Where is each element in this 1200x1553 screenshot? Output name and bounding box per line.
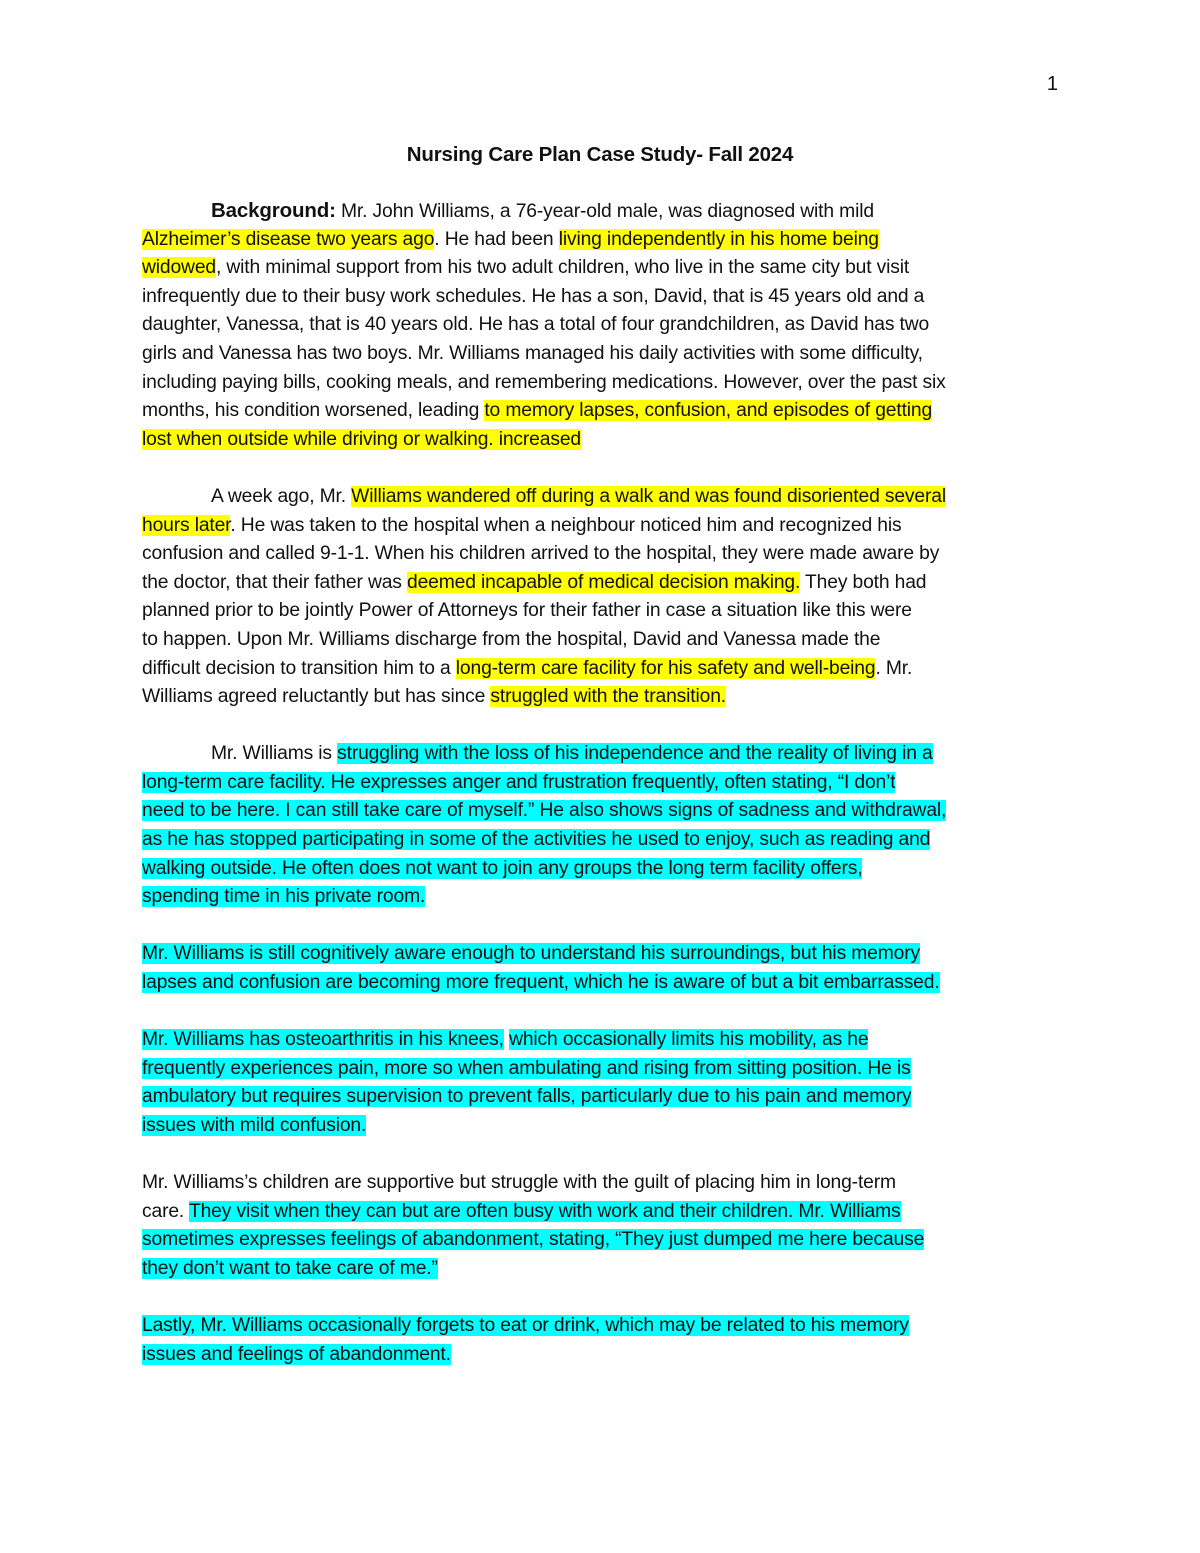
text-run: A week ago, Mr. [211,485,352,507]
text-run: difficult decision to transition him to a [142,657,456,679]
yellow-highlight: living independently in his home being [558,228,879,250]
paragraph-spacer [142,1284,1067,1313]
text-line [142,797,1067,826]
paragraph-osteoarthritis [142,1026,1067,1140]
text-run: infrequently due to their busy work schedules. He has a son, David, that is 45 years old and a [142,285,925,307]
text-run: planned prior to be jointly Power of Attorneys for their father in case a situation like this were [142,600,912,622]
text-run: , with minimal support from his two adult children, who live in the same city but visit [215,257,910,279]
text-line [142,883,1067,912]
yellow-highlight: long-term care facility for his safety and well-being [455,657,876,679]
yellow-highlight: hours later [142,514,231,536]
text-line [142,197,1067,226]
text-line [142,426,1067,455]
paragraph-spacer [142,912,1067,941]
cyan-highlight: lapses and confusion are becoming more frequent, which he is aware of but a bit embarrassed. [142,972,940,994]
text-line [142,1341,1067,1370]
text-line [142,1055,1067,1084]
cyan-highlight: spending time in his private room. [142,886,426,908]
yellow-highlight: struggled with the transition. [490,686,726,708]
text-line [142,1169,1067,1198]
text-line [142,597,1067,626]
text-run: to happen. Upon Mr. Williams discharge from the hospital, David and Vanessa made the [142,628,881,650]
cyan-highlight: They visit when they can but are often busy with work and their children. Mr. Williams [188,1200,901,1222]
text-run: Mr. Williams’s children are supportive but struggle with the guilt of placing him in long-term [142,1172,896,1194]
cyan-highlight: which occasionally limits his mobility, as he [509,1029,869,1051]
paragraph-struggling [142,740,1067,912]
text-run: . He had been [434,228,559,250]
cyan-highlight: walking outside. He often does not want to join any groups the long term facility offers, [142,857,863,879]
paragraph-spacer [142,1141,1067,1170]
text-run: Mr. Williams is [211,743,338,765]
cyan-highlight: ambulatory but requires supervision to prevent falls, particularly due to his pain and memory [142,1086,912,1108]
cyan-highlight: struggling with the loss of his independence and the reality of living in a [337,743,933,765]
cyan-highlight: issues and feelings of abandonment. [142,1343,451,1365]
text-line [142,740,1067,769]
text-line [142,1198,1067,1227]
text-run: the doctor, that their father was [142,571,407,593]
document-body [142,197,1067,1369]
text-line [142,1226,1067,1255]
text-line [142,226,1067,255]
text-run: confusion and called 9-1-1. When his children arrived to the hospital, they were made aware by [142,543,940,565]
yellow-highlight: to memory lapses, confusion, and episodes of getting [484,400,933,422]
cyan-highlight: frequently experiences pain, more so when ambulating and rising from sitting position. He is [142,1057,911,1079]
paragraph-cognitive [142,940,1067,997]
cyan-highlight: Lastly, Mr. Williams occasionally forgets to eat or drink, which may be related to his memory [142,1315,909,1337]
text-line [142,569,1067,598]
paragraph-spacer [142,998,1067,1027]
text-line [142,855,1067,884]
text-run: . He was taken to the hospital when a neighbour noticed him and recognized his [230,514,902,536]
paragraph-week-ago [142,483,1067,712]
cyan-highlight: Mr. Williams is still cognitively aware enough to understand his surroundings, but his memory [142,943,920,965]
document-title: Nursing Care Plan Case Study- Fall 2024 [406,143,794,166]
text-run: They both had [800,571,927,593]
text-line [142,655,1067,684]
text-line [142,483,1067,512]
text-run: including paying bills, cooking meals, and remembering medications. However, over the past six [142,371,946,393]
text-line [142,340,1067,369]
yellow-highlight: widowed [142,257,216,279]
text-line [142,940,1067,969]
paragraph-lastly [142,1312,1067,1369]
text-run: daughter, Vanessa, that is 40 years old. He has a total of four grandchildren, as David has two [142,314,930,336]
cyan-highlight: need to be here. I can still take care of myself.” He also shows signs of sadness and withdrawal, [142,800,947,822]
text-run: months, his condition worsened, leading [142,400,485,422]
text-line [142,683,1067,712]
text-line [142,512,1067,541]
paragraph-children [142,1169,1067,1283]
text-line [142,1083,1067,1112]
cyan-highlight: sometimes expresses feelings of abandonment, stating, “They just dumped me here because [142,1229,925,1251]
paragraph-spacer [142,454,1067,483]
paragraph-background [142,197,1067,454]
yellow-highlight: Williams wandered off during a walk and was found disoriented several [351,485,946,507]
page-number: 1 [1046,73,1058,95]
text-line [142,1026,1067,1055]
text-line [142,397,1067,426]
text-run: girls and Vanessa has two boys. Mr. Williams managed his daily activities with some difficulty, [142,342,923,364]
cyan-highlight: issues with mild confusion. [142,1115,367,1136]
text-line [142,1312,1067,1341]
text-line [142,283,1067,312]
text-line [142,769,1067,798]
text-line [142,969,1067,998]
yellow-highlight: Alzheimer’s disease two years ago [142,228,435,250]
text-line [142,1112,1067,1141]
text-line [142,1255,1067,1284]
cyan-highlight: long-term care facility. He expresses anger and frustration frequently, often stating, “I don’t [142,771,896,793]
text-run: Mr. John Williams, a 76-year-old male, was diagnosed with mild [335,201,874,222]
text-line [142,311,1067,340]
cyan-highlight: they don’t want to take care of me.” [142,1257,438,1279]
text-run: . Mr. [875,657,913,679]
section-heading: Background: [211,199,336,222]
text-line [142,369,1067,398]
yellow-highlight: lost when outside while driving or walking. increased [142,428,581,450]
cyan-highlight: as he has stopped participating in some of the activities he used to enjoy, such as reading and [142,829,931,851]
cyan-highlight: Mr. Williams has osteoarthritis in his knees, [142,1029,504,1051]
paragraph-spacer [142,712,1067,741]
yellow-highlight: deemed incapable of medical decision making. [407,571,801,593]
text-line [142,254,1067,283]
text-line [142,826,1067,855]
text-run: care. [142,1200,189,1222]
text-line [142,540,1067,569]
text-line [142,626,1067,655]
text-run: Williams agreed reluctantly but has since [142,686,491,708]
